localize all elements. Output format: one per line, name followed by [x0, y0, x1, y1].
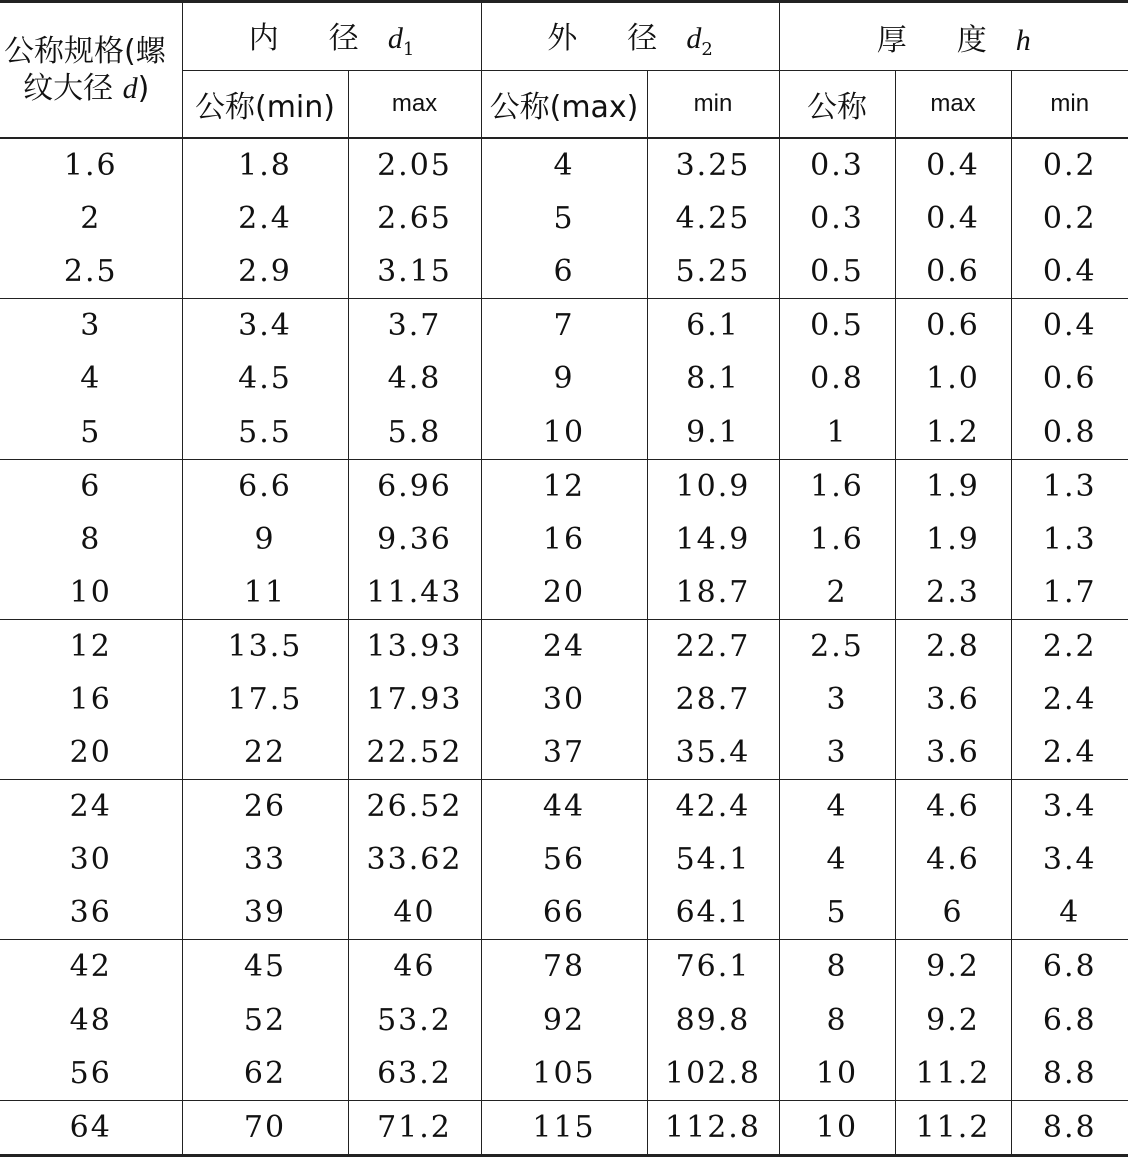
cell-inner-max: 6.96	[348, 459, 481, 513]
cell-outer-nominal: 92	[481, 994, 647, 1047]
cell-thickness-max: 2.3	[895, 566, 1011, 620]
cell-outer-min: 4.25	[647, 192, 779, 245]
cell-outer-min: 28.7	[647, 673, 779, 726]
cell-inner-nominal: 52	[182, 994, 348, 1047]
cell-thickness-max: 0.6	[895, 245, 1011, 299]
cell-inner-max: 22.52	[348, 726, 481, 780]
cell-thickness-max: 9.2	[895, 940, 1011, 994]
cell-outer-min: 5.25	[647, 245, 779, 299]
table-row	[0, 619, 1128, 673]
cell-inner-max: 2.65	[348, 192, 481, 245]
cell-thickness-nominal: 1	[779, 405, 895, 459]
cell-thickness-max: 11.2	[895, 1100, 1011, 1155]
cell-thickness-nominal: 1.6	[779, 513, 895, 566]
cell-outer-min: 3.25	[647, 138, 779, 192]
cell-inner-max: 13.93	[348, 619, 481, 673]
table-body	[0, 138, 1128, 1155]
header-inner-diameter-var: d	[387, 22, 403, 55]
table-row	[0, 513, 1128, 566]
header-nominal-size-line1: 公称规格(螺	[4, 33, 166, 69]
table-row	[0, 138, 1128, 192]
header-nominal-size-line2-suffix: )	[137, 71, 150, 106]
cell-thickness-nominal: 4	[779, 833, 895, 886]
cell-inner-max: 40	[348, 886, 481, 940]
cell-inner-nominal: 17.5	[182, 673, 348, 726]
cell-thickness-nominal: 3	[779, 726, 895, 780]
cell-thickness-max: 1.0	[895, 352, 1011, 405]
cell-thickness-min: 0.2	[1011, 192, 1128, 245]
cell-thickness-nominal: 0.3	[779, 192, 895, 245]
cell-thickness-nominal: 0.3	[779, 138, 895, 192]
cell-thickness-min: 0.8	[1011, 405, 1128, 459]
cell-thickness-min: 3.4	[1011, 780, 1128, 834]
header-outer-diameter-sub: 2	[701, 39, 713, 60]
table-row	[0, 1047, 1128, 1101]
cell-nominal-size: 36	[0, 886, 182, 940]
table-row	[0, 833, 1128, 886]
cell-thickness-nominal: 0.5	[779, 299, 895, 353]
cell-outer-nominal: 10	[481, 405, 647, 459]
cell-outer-min: 42.4	[647, 780, 779, 834]
header-outer-diameter-label: 外 径	[547, 21, 668, 56]
cell-inner-max: 17.93	[348, 673, 481, 726]
cell-nominal-size: 8	[80, 521, 102, 557]
cell-outer-min: 10.9	[647, 459, 779, 513]
table-row	[0, 940, 1128, 994]
cell-thickness-nominal: 4	[779, 780, 895, 834]
cell-outer-min: 22.7	[647, 619, 779, 673]
cell-outer-min: 35.4	[647, 726, 779, 780]
cell-outer-min: 112.8	[647, 1100, 779, 1155]
header-thickness-label: 厚 度	[876, 22, 997, 58]
cell-thickness-max: 0.6	[895, 299, 1011, 353]
cell-thickness-max: 0.4	[895, 192, 1011, 245]
header-outer-min: min	[647, 71, 779, 139]
cell-thickness-min: 6.8	[1011, 940, 1128, 994]
cell-outer-nominal: 56	[481, 833, 647, 886]
cell-nominal-size: 16	[69, 681, 112, 717]
cell-thickness-nominal: 2	[779, 566, 895, 620]
cell-inner-nominal: 2.9	[182, 245, 348, 299]
header-thickness-max: max	[895, 71, 1011, 139]
cell-outer-min: 89.8	[647, 994, 779, 1047]
cell-thickness-max: 0.4	[895, 138, 1011, 192]
table-row	[0, 994, 1128, 1047]
cell-nominal-size: 24	[69, 789, 112, 825]
table-row	[0, 886, 1128, 940]
header-inner-diameter	[182, 2, 481, 71]
cell-inner-max: 46	[348, 940, 481, 994]
header-thickness	[779, 2, 1128, 71]
cell-inner-nominal: 2.4	[182, 192, 348, 245]
cell-inner-nominal: 13.5	[182, 619, 348, 673]
cell-thickness-min: 4	[1011, 886, 1128, 940]
cell-inner-nominal: 9	[182, 513, 348, 566]
cell-nominal-size: 4	[80, 361, 102, 397]
cell-inner-nominal: 6.6	[182, 459, 348, 513]
cell-thickness-max: 6	[895, 886, 1011, 940]
cell-inner-max: 3.15	[348, 245, 481, 299]
header-inner-max: max	[348, 71, 481, 139]
header-outer-diameter-var: d	[686, 22, 702, 55]
cell-thickness-max: 2.8	[895, 619, 1011, 673]
cell-outer-nominal: 4	[481, 138, 647, 192]
cell-nominal-size: 12	[69, 628, 112, 664]
cell-inner-max: 9.36	[348, 513, 481, 566]
cell-thickness-nominal: 10	[779, 1047, 895, 1101]
header-nominal-size-line2-prefix: 纹大径	[23, 71, 123, 106]
cell-inner-nominal: 26	[182, 780, 348, 834]
table-row	[0, 1100, 1128, 1155]
table-row	[0, 459, 1128, 513]
cell-thickness-nominal: 2.5	[779, 619, 895, 673]
table-row	[0, 299, 1128, 353]
header-nominal-size	[0, 2, 182, 139]
cell-inner-max: 26.52	[348, 780, 481, 834]
cell-nominal-size: 42	[69, 949, 112, 985]
table-row	[0, 405, 1128, 459]
cell-thickness-min: 0.4	[1011, 299, 1128, 353]
cell-nominal-size: 1.6	[63, 148, 118, 184]
cell-inner-max: 71.2	[348, 1100, 481, 1155]
cell-inner-nominal: 45	[182, 940, 348, 994]
cell-outer-min: 6.1	[647, 299, 779, 353]
table-header	[0, 2, 1128, 139]
cell-inner-nominal: 39	[182, 886, 348, 940]
cell-inner-max: 63.2	[348, 1047, 481, 1101]
cell-thickness-min: 0.2	[1011, 138, 1128, 192]
cell-outer-min: 18.7	[647, 566, 779, 620]
cell-outer-nominal: 78	[481, 940, 647, 994]
cell-outer-nominal: 6	[481, 245, 647, 299]
cell-outer-min: 8.1	[647, 352, 779, 405]
table-row	[0, 673, 1128, 726]
cell-thickness-min: 1.3	[1011, 513, 1128, 566]
cell-outer-min: 102.8	[647, 1047, 779, 1101]
cell-outer-nominal: 66	[481, 886, 647, 940]
cell-outer-nominal: 30	[481, 673, 647, 726]
cell-thickness-nominal: 8	[779, 940, 895, 994]
header-thickness-var: h	[1015, 23, 1031, 57]
cell-thickness-min: 2.4	[1011, 673, 1128, 726]
header-thickness-nominal: 公称	[779, 71, 895, 139]
cell-thickness-max: 3.6	[895, 673, 1011, 726]
header-outer-diameter	[481, 2, 779, 71]
cell-inner-max: 2.05	[348, 138, 481, 192]
cell-outer-nominal: 20	[481, 566, 647, 620]
cell-thickness-max: 11.2	[895, 1047, 1011, 1101]
cell-thickness-nominal: 0.5	[779, 245, 895, 299]
header-nominal-size-var: d	[122, 72, 138, 105]
cell-thickness-nominal: 1.6	[779, 459, 895, 513]
cell-thickness-min: 1.3	[1011, 459, 1128, 513]
cell-thickness-min: 6.8	[1011, 994, 1128, 1047]
cell-nominal-size: 30	[69, 842, 112, 878]
cell-nominal-size: 6	[80, 468, 102, 504]
cell-inner-nominal: 62	[182, 1047, 348, 1101]
cell-thickness-max: 1.9	[895, 459, 1011, 513]
cell-nominal-size: 56	[0, 1047, 182, 1101]
cell-inner-nominal: 1.8	[182, 138, 348, 192]
cell-thickness-min: 2.2	[1011, 619, 1128, 673]
cell-outer-nominal: 12	[481, 459, 647, 513]
cell-inner-max: 11.43	[348, 566, 481, 620]
header-thickness-min: min	[1011, 71, 1128, 139]
table-row	[0, 566, 1128, 620]
cell-outer-min: 76.1	[647, 940, 779, 994]
cell-thickness-max: 4.6	[895, 833, 1011, 886]
cell-inner-max: 3.7	[348, 299, 481, 353]
cell-thickness-nominal: 8	[779, 994, 895, 1047]
cell-nominal-size: 64	[0, 1100, 182, 1155]
table-row	[0, 192, 1128, 245]
cell-nominal-size: 3	[80, 308, 102, 344]
cell-thickness-nominal: 5	[779, 886, 895, 940]
cell-thickness-min: 8.8	[1011, 1100, 1128, 1155]
header-outer-nominal: 公称(max)	[481, 71, 647, 139]
header-inner-nominal: 公称(min)	[182, 71, 348, 139]
cell-thickness-min: 1.7	[1011, 566, 1128, 620]
cell-nominal-size: 10	[0, 566, 182, 620]
cell-thickness-nominal: 10	[779, 1100, 895, 1155]
cell-outer-min: 9.1	[647, 405, 779, 459]
cell-outer-nominal: 16	[481, 513, 647, 566]
cell-outer-nominal: 115	[481, 1100, 647, 1155]
cell-thickness-nominal: 0.8	[779, 352, 895, 405]
cell-outer-nominal: 7	[481, 299, 647, 353]
cell-inner-nominal: 4.5	[182, 352, 348, 405]
cell-thickness-max: 3.6	[895, 726, 1011, 780]
cell-outer-min: 54.1	[647, 833, 779, 886]
table-row	[0, 726, 1128, 780]
cell-thickness-min: 2.4	[1011, 726, 1128, 780]
header-inner-diameter-label: 内 径	[248, 21, 369, 56]
cell-outer-nominal: 9	[481, 352, 647, 405]
cell-thickness-min: 0.4	[1011, 245, 1128, 299]
cell-thickness-nominal: 3	[779, 673, 895, 726]
cell-outer-nominal: 44	[481, 780, 647, 834]
cell-thickness-min: 0.6	[1011, 352, 1128, 405]
cell-thickness-max: 4.6	[895, 780, 1011, 834]
cell-thickness-min: 3.4	[1011, 833, 1128, 886]
cell-outer-nominal: 37	[481, 726, 647, 780]
cell-outer-min: 14.9	[647, 513, 779, 566]
header-inner-diameter-sub: 1	[402, 39, 415, 60]
cell-outer-nominal: 5	[481, 192, 647, 245]
cell-inner-nominal: 5.5	[182, 405, 348, 459]
cell-inner-max: 5.8	[348, 405, 481, 459]
cell-outer-min: 64.1	[647, 886, 779, 940]
cell-nominal-size: 5	[0, 405, 182, 459]
cell-inner-nominal: 11	[182, 566, 348, 620]
table-row	[0, 780, 1128, 834]
cell-outer-nominal: 105	[481, 1047, 647, 1101]
cell-inner-nominal: 33	[182, 833, 348, 886]
cell-thickness-max: 1.2	[895, 405, 1011, 459]
cell-thickness-max: 1.9	[895, 513, 1011, 566]
cell-inner-nominal: 70	[182, 1100, 348, 1155]
cell-nominal-size: 2.5	[0, 245, 182, 299]
cell-thickness-max: 9.2	[895, 994, 1011, 1047]
cell-inner-nominal: 3.4	[182, 299, 348, 353]
cell-inner-max: 53.2	[348, 994, 481, 1047]
cell-outer-nominal: 24	[481, 619, 647, 673]
cell-nominal-size: 2	[80, 201, 102, 237]
cell-thickness-min: 8.8	[1011, 1047, 1128, 1101]
cell-inner-nominal: 22	[182, 726, 348, 780]
cell-inner-max: 4.8	[348, 352, 481, 405]
table-row	[0, 352, 1128, 405]
cell-nominal-size: 20	[0, 726, 182, 780]
table-row	[0, 245, 1128, 299]
cell-nominal-size: 48	[69, 1002, 112, 1038]
cell-inner-max: 33.62	[348, 833, 481, 886]
